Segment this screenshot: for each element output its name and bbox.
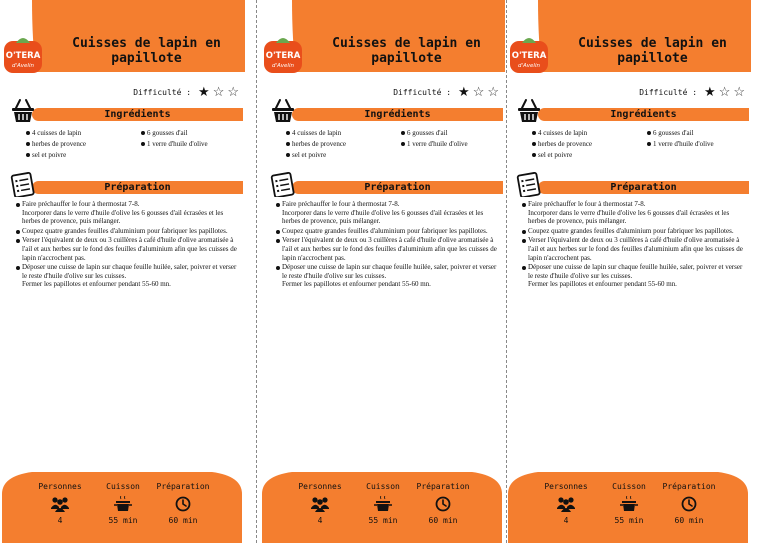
ingredient-item [141, 139, 208, 150]
preparation-step [522, 236, 747, 262]
cooking-label: Cuisson [366, 482, 400, 491]
preparation-step [16, 227, 241, 236]
checklist-icon [270, 171, 296, 197]
ingredient-text: 6 gousses d'ail [653, 129, 694, 137]
ingredient-item [532, 139, 592, 150]
preparation-title: Préparation [610, 182, 677, 193]
bullet-icon [141, 131, 145, 135]
star-empty-icon: ☆ [472, 84, 485, 99]
step-text: Faire préchauffer le four à thermostat 7-8. Incorporer dans le verre d'huile d'olive les 6 gousses d'ail écrasées et les herbes de provence, puis mélanger. [528, 200, 730, 226]
star-empty-icon: ☆ [733, 84, 745, 99]
clock-icon [175, 496, 191, 512]
bullet-icon [26, 131, 30, 135]
recipe-title: Cuisses de lapin en papillote [72, 36, 221, 66]
star-empty-icon: ☆ [718, 84, 731, 99]
otera-logo [2, 33, 44, 75]
preparation-header [270, 179, 503, 194]
ingredient-text: 6 gousses d'ail [407, 129, 448, 137]
preparation-step [522, 263, 747, 289]
pot-icon [373, 496, 393, 512]
ingredient-item [286, 139, 346, 150]
bullet-icon [522, 230, 526, 234]
preparation-step [276, 200, 501, 226]
prep-label: Préparation [662, 482, 716, 491]
otera-logo [508, 33, 550, 75]
clock-icon [681, 496, 697, 512]
step-text: Coupez quatre grandes feuilles d'aluminium pour fabriquer les papillotes. [528, 226, 734, 235]
pot-icon [113, 496, 133, 512]
persons-value: 4 [317, 516, 323, 525]
preparation-title: Préparation [364, 182, 431, 193]
ingredient-item [647, 128, 694, 139]
step-text: Verser l'équivalent de deux ou 3 cuillères à café d'huile d'olive aromatisée à l'ail et aux herbes sur le fond des feuilles d'aluminium afin que les cuisses de lapin n'accrochent pas. [528, 236, 743, 262]
bullet-icon [141, 142, 145, 146]
bullet-icon [522, 239, 526, 243]
bullet-icon [276, 230, 280, 234]
preparation-step [522, 227, 747, 236]
persons-info [536, 482, 596, 525]
bullet-icon [532, 142, 536, 146]
step-text: Faire préchauffer le four à thermostat 7-8. Incorporer dans le verre d'huile d'olive les 6 gousses d'ail écrasées et les herbes de provence, puis mélanger. [22, 200, 224, 226]
ingredient-text: sel et poivre [538, 151, 573, 159]
bullet-icon [16, 203, 20, 207]
persons-label: Personnes [544, 482, 588, 491]
persons-info [290, 482, 350, 525]
preparation-step [276, 227, 501, 236]
star-empty-icon: ☆ [487, 84, 499, 99]
preparation-step [522, 200, 747, 226]
bullet-icon [16, 266, 20, 270]
svg-text:O'TERA: O'TERA [5, 51, 41, 61]
people-icon [310, 496, 330, 512]
star-filled-icon: ★ [704, 84, 716, 99]
svg-text:O'TERA: O'TERA [511, 51, 547, 61]
bullet-icon [286, 142, 290, 146]
ingredient-text: herbes de provence [538, 140, 593, 148]
bullet-icon [26, 153, 30, 157]
recipe-card-3 [508, 0, 751, 543]
ingredient-text: 6 gousses d'ail [147, 129, 188, 137]
preparation-header [516, 179, 749, 194]
preparation-info [153, 482, 213, 525]
people-icon [556, 496, 576, 512]
preparation-info [659, 482, 719, 525]
checklist-icon [516, 171, 542, 197]
star-filled-icon: ★ [458, 84, 470, 99]
preparation-steps [522, 200, 747, 290]
bullet-icon [647, 142, 651, 146]
bullet-icon [522, 203, 526, 207]
bullet-icon [647, 131, 651, 135]
ingredient-item [286, 128, 341, 139]
ingredient-item [286, 150, 326, 161]
persons-value: 4 [57, 516, 63, 525]
pot-icon [619, 496, 639, 512]
cooking-info [93, 482, 153, 525]
difficulty-rating [322, 84, 499, 100]
difficulty-rating [62, 84, 239, 100]
svg-text:d'Avelin: d'Avelin [518, 63, 540, 69]
prep-value: 60 min [168, 516, 198, 525]
basket-icon [270, 98, 296, 124]
preparation-step [276, 236, 501, 262]
preparation-step [276, 263, 501, 289]
ingredient-text: 4 cuisses de lapin [538, 129, 588, 137]
ingredient-text: 4 cuisses de lapin [292, 129, 342, 137]
difficulty-stars [455, 84, 499, 99]
difficulty-stars [701, 84, 745, 99]
persons-info [30, 482, 90, 525]
cooking-value: 55 min [614, 516, 644, 525]
preparation-steps [16, 200, 241, 290]
ingredient-text: herbes de provence [32, 140, 87, 148]
star-empty-icon: ☆ [212, 84, 225, 99]
checklist-icon [10, 171, 36, 197]
ingredient-text: 4 cuisses de lapin [32, 129, 82, 137]
step-text: Déposer une cuisse de lapin sur chaque feuille huilée, saler, poivrer et verser le reste d'huile d'olive sur les cuisses. Fermer les papillotes et enfourner pendant 55-60 mn. [282, 263, 497, 289]
prep-value: 60 min [428, 516, 458, 525]
svg-text:O'TERA: O'TERA [265, 51, 301, 61]
ingredient-text: 1 verre d'huile d'olive [407, 140, 468, 148]
difficulty-rating [568, 84, 745, 100]
ingredients-header [516, 106, 749, 121]
ingredient-text: 1 verre d'huile d'olive [653, 140, 714, 148]
ingredient-item [647, 139, 714, 150]
otera-logo [262, 33, 304, 75]
ingredients-header [10, 106, 243, 121]
prep-label: Préparation [416, 482, 470, 491]
difficulty-label: Difficulté : [393, 87, 452, 97]
bullet-icon [276, 203, 280, 207]
difficulty-label: Difficulté : [133, 87, 192, 97]
cooking-info [599, 482, 659, 525]
persons-label: Personnes [298, 482, 342, 491]
step-text: Déposer une cuisse de lapin sur chaque feuille huilée, saler, poivrer et verser le reste d'huile d'olive sur les cuisses. Fermer les papillotes et enfourner pendant 55-60 mn. [528, 263, 743, 289]
clock-icon [435, 496, 451, 512]
cooking-info [353, 482, 413, 525]
ingredient-text: herbes de provence [292, 140, 347, 148]
preparation-step [16, 263, 241, 289]
persons-label: Personnes [38, 482, 82, 491]
ingredient-item [26, 139, 86, 150]
bullet-icon [276, 239, 280, 243]
recipe-card-1 [2, 0, 245, 543]
preparation-step [16, 200, 241, 226]
step-text: Déposer une cuisse de lapin sur chaque feuille huilée, saler, poivrer et verser le reste d'huile d'olive sur les cuisses. Fermer les papillotes et enfourner pendant 55-60 mn. [22, 263, 237, 289]
step-text: Faire préchauffer le four à thermostat 7-8. Incorporer dans le verre d'huile d'olive les 6 gousses d'ail écrasées et les herbes de provence, puis mélanger. [282, 200, 484, 226]
preparation-step [16, 236, 241, 262]
preparation-info [413, 482, 473, 525]
bullet-icon [16, 230, 20, 234]
preparation-header [10, 179, 243, 194]
cooking-value: 55 min [368, 516, 398, 525]
svg-text:d'Avelin: d'Avelin [12, 63, 34, 69]
ingredient-text: 1 verre d'huile d'olive [147, 140, 208, 148]
step-text: Coupez quatre grandes feuilles d'aluminium pour fabriquer les papillotes. [22, 226, 228, 235]
people-icon [50, 496, 70, 512]
bullet-icon [286, 153, 290, 157]
bullet-icon [16, 239, 20, 243]
ingredient-text: sel et poivre [32, 151, 67, 159]
cut-line [256, 0, 257, 543]
ingredient-item [26, 128, 81, 139]
ingredient-text: sel et poivre [292, 151, 327, 159]
ingredients-title: Ingrédients [104, 109, 171, 120]
step-text: Verser l'équivalent de deux ou 3 cuillères à café d'huile d'olive aromatisée à l'ail et aux herbes sur le fond des feuilles d'aluminium afin que les cuisses de lapin n'accrochent pas. [282, 236, 497, 262]
recipe-title: Cuisses de lapin en papillote [578, 36, 727, 66]
preparation-title: Préparation [104, 182, 171, 193]
bullet-icon [532, 153, 536, 157]
ingredients-header [270, 106, 503, 121]
svg-text:d'Avelin: d'Avelin [272, 63, 294, 69]
cut-line [506, 0, 507, 543]
basket-icon [516, 98, 542, 124]
cooking-value: 55 min [108, 516, 138, 525]
recipe-title: Cuisses de lapin en papillote [332, 36, 481, 66]
bullet-icon [532, 131, 536, 135]
step-text: Coupez quatre grandes feuilles d'aluminium pour fabriquer les papillotes. [282, 226, 488, 235]
ingredient-item [401, 139, 468, 150]
bullet-icon [26, 142, 30, 146]
cooking-label: Cuisson [612, 482, 646, 491]
difficulty-label: Difficulté : [639, 87, 698, 97]
ingredients-title: Ingrédients [364, 109, 431, 120]
ingredient-item [26, 150, 66, 161]
step-text: Verser l'équivalent de deux ou 3 cuillères à café d'huile d'olive aromatisée à l'ail et aux herbes sur le fond des feuilles d'aluminium afin que les cuisses de lapin n'accrochent pas. [22, 236, 237, 262]
persons-value: 4 [563, 516, 569, 525]
ingredient-item [532, 128, 587, 139]
difficulty-stars [195, 84, 239, 99]
bullet-icon [276, 266, 280, 270]
prep-value: 60 min [674, 516, 704, 525]
ingredients-title: Ingrédients [610, 109, 677, 120]
bullet-icon [522, 266, 526, 270]
ingredient-item [141, 128, 188, 139]
prep-label: Préparation [156, 482, 210, 491]
preparation-steps [276, 200, 501, 290]
cooking-label: Cuisson [106, 482, 140, 491]
basket-icon [10, 98, 36, 124]
recipe-card-2 [262, 0, 505, 543]
star-filled-icon: ★ [198, 84, 210, 99]
ingredient-item [532, 150, 572, 161]
ingredient-item [401, 128, 448, 139]
bullet-icon [286, 131, 290, 135]
bullet-icon [401, 131, 405, 135]
star-empty-icon: ☆ [227, 84, 239, 99]
bullet-icon [401, 142, 405, 146]
